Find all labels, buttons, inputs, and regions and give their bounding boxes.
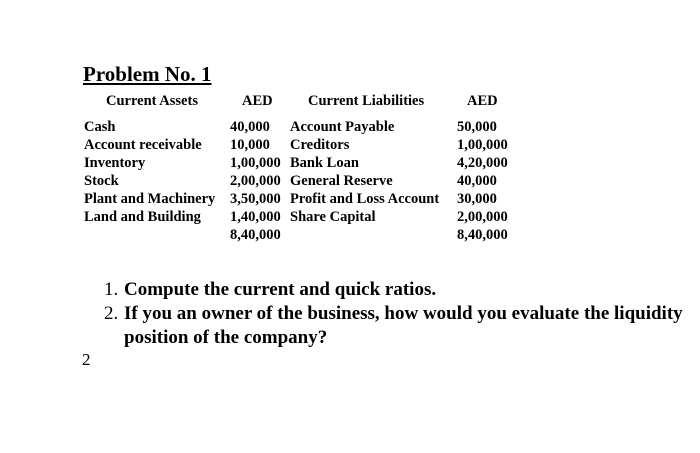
question-text: If you an owner of the business, how would you evaluate the liquidity position of the company? <box>124 303 683 348</box>
asset-amount: 2,00,000 <box>230 173 281 189</box>
question-text: Compute the current and quick ratios. <box>124 279 437 300</box>
questions-list <box>104 278 700 350</box>
liability-name: Creditors <box>290 137 350 153</box>
question-item <box>104 278 700 302</box>
asset-name: Stock <box>84 173 119 189</box>
asset-name: Cash <box>84 119 116 135</box>
question-item <box>104 302 700 350</box>
asset-amount: 10,000 <box>230 137 270 153</box>
asset-name: Account receivable <box>84 137 202 153</box>
page-number: 2 <box>82 350 91 369</box>
liability-amount: 50,000 <box>457 119 497 135</box>
liability-name: General Reserve <box>290 173 393 189</box>
header-aed-liabilities: AED <box>467 93 498 109</box>
liability-name: Account Payable <box>290 119 395 135</box>
liability-total: 8,40,000 <box>457 227 508 243</box>
liability-amount: 2,00,000 <box>457 209 508 225</box>
asset-name: Inventory <box>84 155 146 171</box>
asset-total: 8,40,000 <box>230 227 281 243</box>
liability-amount: 30,000 <box>457 191 497 207</box>
question-number: 1. <box>104 279 119 300</box>
liability-amount: 40,000 <box>457 173 497 189</box>
liability-name: Profit and Loss Account <box>290 191 440 207</box>
liability-name: Bank Loan <box>290 155 359 171</box>
asset-name: Land and Building <box>84 209 201 225</box>
asset-name: Plant and Machinery <box>84 191 216 207</box>
header-current-liabilities: Current Liabilities <box>308 93 425 109</box>
liability-name: Share Capital <box>290 209 376 225</box>
asset-amount: 3,50,000 <box>230 191 281 207</box>
asset-amount: 1,00,000 <box>230 155 281 171</box>
header-current-assets: Current Assets <box>106 93 198 109</box>
liability-amount: 4,20,000 <box>457 155 508 171</box>
asset-amount: 1,40,000 <box>230 209 281 225</box>
problem-title: Problem No. 1 <box>83 62 212 86</box>
asset-amount: 40,000 <box>230 119 270 135</box>
liability-amount: 1,00,000 <box>457 137 508 153</box>
header-aed-assets: AED <box>242 93 273 109</box>
question-number: 2. <box>104 303 119 324</box>
